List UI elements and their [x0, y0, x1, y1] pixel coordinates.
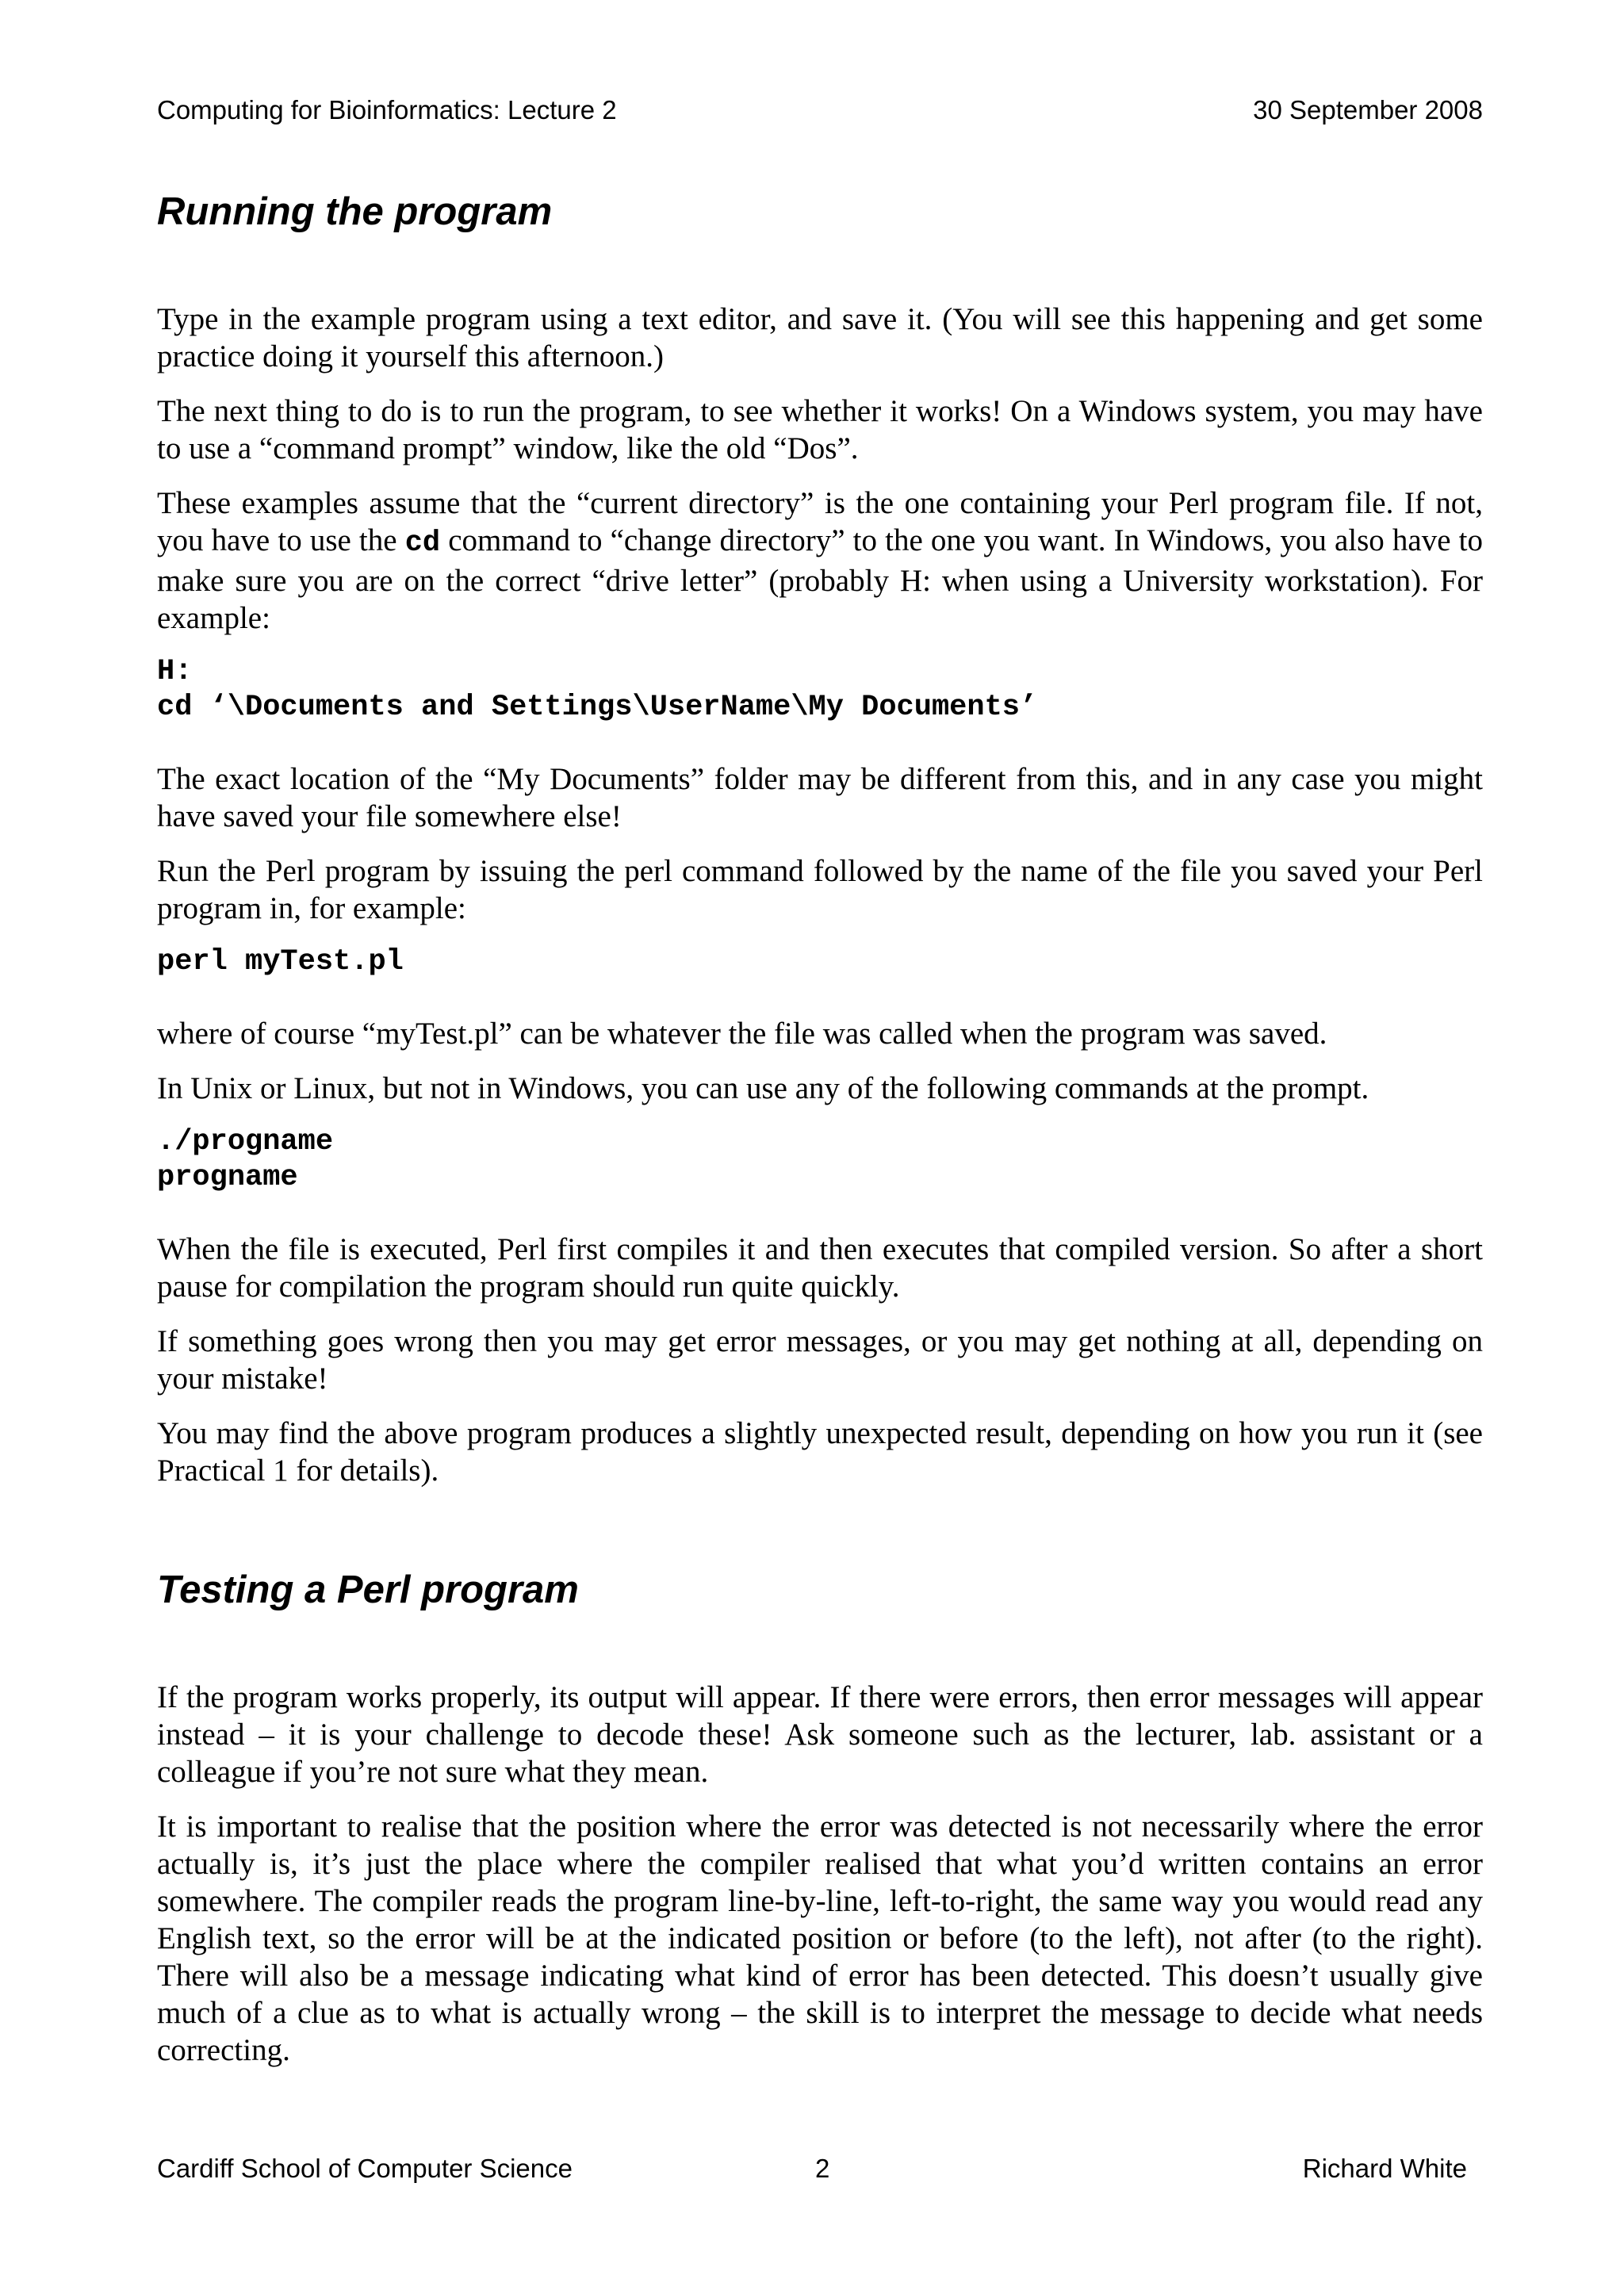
page-content: [157, 189, 1483, 2086]
section-title-testing: Testing a Perl program: [157, 1568, 579, 1611]
code-block-perl: perl myTest.pl: [157, 944, 404, 978]
paragraph: You may find the above program produces a slightly unexpected result, depending on how you run it (see Practical 1 for details).: [157, 1415, 1483, 1488]
paragraph-text: command to “change directory” to the one you want. In Windows, you also have to make sure you are on the correct “drive letter” (probably H: when using a University workstation). For example:: [157, 523, 1483, 635]
paragraph: Run the Perl program by issuing the perl command followed by the name of the file you saved your Perl program in, for example:: [157, 853, 1483, 925]
page-footer: [157, 2154, 1467, 2185]
paragraph: If the program works properly, its output will appear. If there were errors, then error messages will appear instead – it is your challenge to decode these! Ask someone such as the lecturer, lab. assistant or a colleague if you’re not sure what they mean.: [157, 1679, 1483, 1789]
header-course-title: Computing for Bioinformatics: Lecture 2: [157, 95, 617, 124]
inline-code-cd: cd: [404, 526, 441, 560]
code-block-progname: ./progname progname: [157, 1124, 334, 1194]
paragraph: When the file is executed, Perl first compiles it and then executes that compiled version. So after a short pause for compilation the program should run quite quickly.: [157, 1231, 1483, 1304]
paragraph: If something goes wrong then you may get error messages, or you may get nothing at all, depending on your mistake!: [157, 1323, 1483, 1396]
paragraph-text: These examples assume that the “current directory” is the one containing your Perl program file. If not, you have to use the: [157, 485, 1483, 557]
code-block-cd: H: cd ‘\Documents and Settings\UserName\My Documents’: [157, 654, 1038, 724]
header-date: 30 September 2008: [1253, 95, 1483, 124]
footer-school: Cardiff School of Computer Science: [157, 2154, 573, 2183]
paragraph: The next thing to do is to run the program, to see whether it works! On a Windows system, you may have to use a “command prompt” window, like the old “Dos”.: [157, 393, 1483, 465]
paragraph: [157, 484, 1483, 637]
page-number: 2: [815, 2154, 830, 2183]
section-title-running: Running the program: [157, 190, 553, 233]
paragraph: where of course “myTest.pl” can be whatever the file was called when the program was saved.: [157, 1016, 1327, 1051]
paragraph: The exact location of the “My Documents” folder may be different from this, and in any case you might have saved your file somewhere else!: [157, 761, 1483, 833]
page-header: [157, 95, 1483, 127]
footer-author: Richard White: [1302, 2154, 1467, 2183]
paragraph: In Unix or Linux, but not in Windows, you can use any of the following commands at the prompt.: [157, 1070, 1369, 1105]
paragraph: Type in the example program using a text editor, and save it. (You will see this happening and get some practice doing it yourself this afternoon.): [157, 301, 1483, 373]
paragraph: It is important to realise that the position where the error was detected is not necessarily where the error actually is, it’s just the place where the compiler realised that what you’d written contains an error somewhere. The compiler reads the program line-by-line, left-to-right, the same way you would read any English text, so the error will be at the indicated position or before (to the left), not after (to the right). There will also be a message indicating what kind of error has been detected. This doesn’t usually give much of a clue as to what is actually wrong – the skill is to interpret the message to decide what needs correcting.: [157, 1809, 1483, 2067]
